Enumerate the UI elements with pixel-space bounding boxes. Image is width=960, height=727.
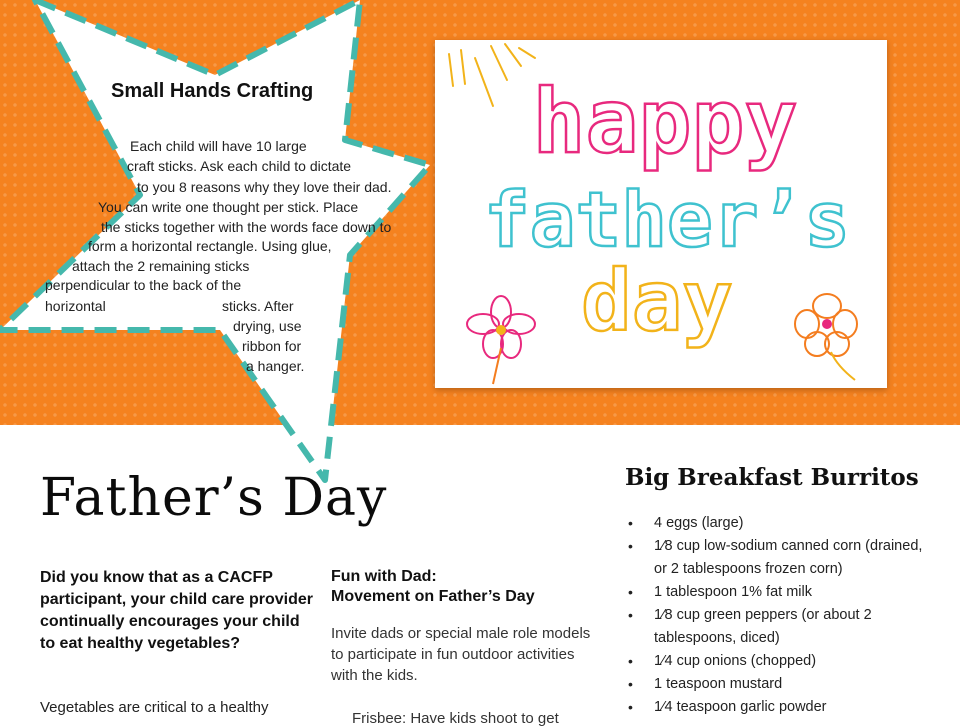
page-title: Father’s Day (40, 468, 388, 528)
craft-line: drying, use (233, 318, 302, 334)
movement-heading-line2: Movement on Father’s Day (331, 588, 535, 605)
fathers-day-card (435, 40, 887, 388)
card-word-day: day (581, 252, 733, 350)
list-item: • 1⁄8 cup green peppers (or about 2 tablespoons, diced) (626, 604, 936, 650)
orange-flower-icon (795, 294, 857, 380)
craft-title: Small Hands Crafting (111, 80, 314, 102)
list-item: • 1 tablespoon 1% fat milk (626, 581, 936, 604)
card-word-happy: happy (532, 70, 798, 173)
craft-line: horizontal (45, 298, 106, 314)
vegetables-body: Vegetables are critical to a healthy (40, 699, 269, 716)
list-item: • 1⁄8 cup low-sodium canned corn (drained, or 2 tablespoons frozen corn) (626, 535, 936, 581)
craft-line: sticks. After (222, 298, 294, 314)
list-item: • 1⁄4 cup onions (chopped) (626, 650, 936, 673)
movement-heading-line1: Fun with Dad: (331, 568, 437, 585)
craft-line: You can write one thought per stick. Place (98, 199, 359, 215)
list-item: • 1 teaspoon mustard (626, 673, 936, 696)
ingredient-list (626, 512, 936, 719)
card-word-fathers: father’s (483, 175, 851, 264)
craft-line: a hanger. (246, 358, 305, 374)
list-item: • 4 eggs (large) (626, 512, 936, 535)
craft-line: to you 8 reasons why they love their dad. (137, 179, 392, 195)
craft-line: the sticks together with the words face down to (101, 219, 392, 235)
craft-line: form a horizontal rectangle. Using glue, (88, 238, 332, 254)
list-item: • 1⁄4 teaspoon garlic powder (626, 696, 936, 719)
craft-line: Each child will have 10 large (130, 138, 307, 154)
card-art (435, 40, 887, 388)
movement-heading (331, 567, 535, 607)
cacfp-question: Did you know that as a CACFP participant, your child care provider continually encourages your child to eat healthy vegetables? (40, 569, 313, 652)
movement-cut-line: Frisbee: Have kids shoot to get (352, 710, 559, 727)
sun-rays-icon (449, 44, 535, 106)
recipe-title: Big Breakfast Burritos (625, 464, 919, 491)
craft-line: perpendicular to the back of the (45, 277, 242, 293)
craft-line: ribbon for (242, 338, 302, 354)
movement-body: Invite dads or special male role models to participate in fun outdoor activities with the kids. (331, 625, 591, 684)
pink-flower-icon (467, 296, 535, 384)
craft-line: craft sticks. Ask each child to dictate (127, 158, 352, 174)
craft-line: attach the 2 remaining sticks (72, 258, 250, 274)
